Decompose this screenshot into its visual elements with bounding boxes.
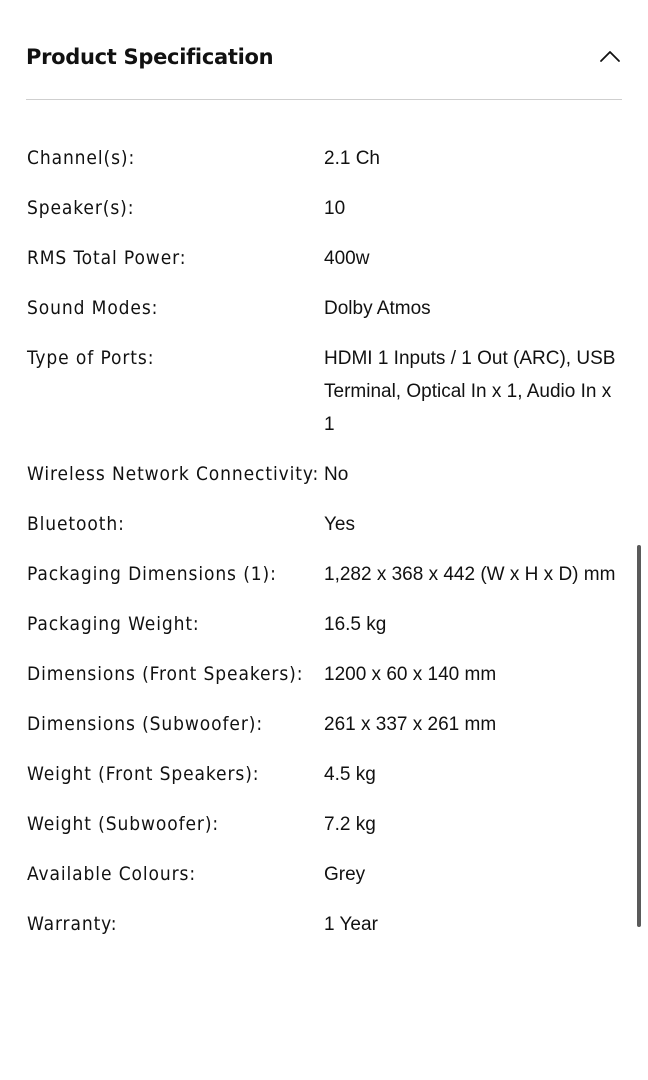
spec-label: Wireless Network Connectivity: <box>27 463 320 485</box>
spec-label: Dimensions (Subwoofer): <box>27 713 263 735</box>
spec-row-speakers <box>27 192 617 225</box>
spec-row-dimensions-front <box>27 658 617 691</box>
spec-value: 400w <box>324 248 370 269</box>
spec-value: 1 Year <box>324 914 378 935</box>
spec-value: Yes <box>324 514 355 535</box>
spec-value: 7.2 kg <box>324 814 376 835</box>
spec-label: Weight (Front Speakers): <box>27 763 260 785</box>
spec-label: Type of Ports: <box>27 347 155 369</box>
spec-row-channels <box>27 142 617 175</box>
spec-row-warranty <box>27 908 617 941</box>
spec-value: 261 x 337 x 261 mm <box>324 714 497 735</box>
spec-label: Speaker(s): <box>27 197 135 219</box>
spec-table <box>27 142 617 958</box>
spec-label: Bluetooth: <box>27 513 125 535</box>
spec-row-packaging-dimensions <box>27 558 617 591</box>
spec-label: Dimensions (Front Speakers): <box>27 663 304 685</box>
spec-label: Packaging Dimensions (1): <box>27 563 277 585</box>
spec-row-rms-power <box>27 242 617 275</box>
spec-label: Packaging Weight: <box>27 613 200 635</box>
chevron-up-icon[interactable] <box>598 44 622 68</box>
spec-row-sound-modes <box>27 292 617 325</box>
spec-label: Warranty: <box>27 913 118 935</box>
spec-row-ports <box>27 342 617 441</box>
spec-label: RMS Total Power: <box>27 247 187 269</box>
spec-value: 1200 x 60 x 140 mm <box>324 664 497 685</box>
spec-value: 4.5 kg <box>324 764 376 785</box>
spec-row-dimensions-subwoofer <box>27 708 617 741</box>
spec-value: Dolby Atmos <box>324 298 431 319</box>
spec-value: 10 <box>324 198 346 219</box>
spec-value: HDMI 1 Inputs / 1 Out (ARC), USB Terminal, Optical In x 1, Audio In x 1 <box>324 348 616 435</box>
spec-label: Channel(s): <box>27 147 136 169</box>
spec-value: No <box>324 464 349 485</box>
spec-value: 16.5 kg <box>324 614 387 635</box>
spec-row-wireless <box>27 458 617 491</box>
scrollbar[interactable] <box>637 545 641 927</box>
spec-value: Grey <box>324 864 366 885</box>
spec-row-weight-front <box>27 758 617 791</box>
spec-value: 1,282 x 368 x 442 (W x H x D) mm <box>324 564 616 585</box>
spec-label: Sound Modes: <box>27 297 159 319</box>
spec-section-header[interactable] <box>26 0 622 100</box>
spec-row-weight-subwoofer <box>27 808 617 841</box>
spec-value: 2.1 Ch <box>324 148 380 169</box>
spec-row-packaging-weight <box>27 608 617 641</box>
spec-label: Available Colours: <box>27 863 197 885</box>
section-title: Product Specification <box>26 45 274 69</box>
spec-row-colours <box>27 858 617 891</box>
spec-row-bluetooth <box>27 508 617 541</box>
spec-label: Weight (Subwoofer): <box>27 813 220 835</box>
